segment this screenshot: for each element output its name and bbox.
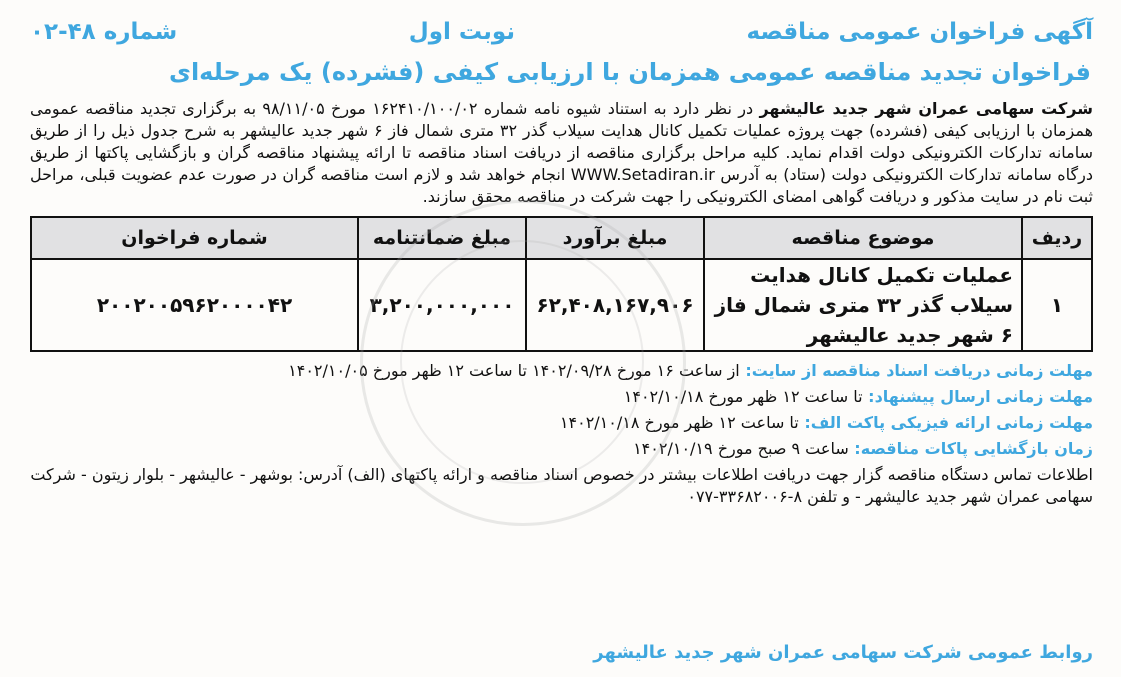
deadline-value: تا ساعت ۱۲ ظهر مورخ ۱۴۰۲/۱۰/۱۸ (623, 387, 863, 406)
deadline-value: تا ساعت ۱۲ ظهر مورخ ۱۴۰۲/۱۰/۱۸ (559, 413, 799, 432)
deadline-value: از ساعت ۱۶ مورخ ۱۴۰۲/۰۹/۲۸ تا ساعت ۱۲ ظهر مورخ ۱۴۰۲/۱۰/۰۵ (288, 361, 740, 380)
deadline-label: مهلت زمانی دریافت اسناد مناقصه از سایت: (739, 361, 1093, 380)
tender-table (30, 216, 1093, 352)
deadline-submit (30, 384, 1093, 410)
col-call-number: شماره فراخوان (31, 217, 358, 259)
deadline-envelope (30, 410, 1093, 436)
table-header-row (31, 217, 1092, 259)
notice-title: آگهی فراخوان عمومی مناقصه (746, 19, 1093, 45)
notice-subtitle: فراخوان تجدید مناقصه عمومی همزمان با ارزیابی کیفی (فشرده) یک مرحله‌ای (168, 58, 1091, 86)
intro-text: در نظر دارد به استناد شیوه نامه شماره ۱۶۲۴۱۰/۱۰۰/۰۲ مورخ ۹۸/۱۱/۰۵ به برگزاری تجدید مناقصه عمومی همزمان با ارزیابی کیفی (فشرده) جهت پروژه عملیات تکمیل کانال هدایت سیلاب گذر ۳۲ متری شمال فاز ۶ شهر جدید عالیشهر به شرح جدول ذیل را از طریق سامانه تدارکات الکترونیکی دولت اقدام نماید. کلیه مراحل برگزاری مناقصه از دریافت اسناد مناقصه تا ارائه پیشنهاد مناقصه گران و بازگشایی پاکتها از طریق درگاه سامانه تدارکات الکترونیکی دولت (ستاد) به آدرس WWW.Setadiran.ir انجام خواهد شد و لازم است مناقصه گران در صورت عدم عضویت قبلی، مراحل ثبت نام در سایت مذکور و دریافت گواهی امضای الکترونیکی را جهت شرکت در مناقصه محقق سازند. (30, 99, 1094, 206)
deadline-label: مهلت زمانی ارائه فیزیکی پاکت الف: (798, 413, 1093, 432)
deadline-value: ساعت ۹ صبح مورخ ۱۴۰۲/۱۰/۱۹ (633, 439, 849, 458)
cell-row: ۱ (1022, 259, 1092, 351)
contact-info: اطلاعات تماس دستگاه مناقصه گزار جهت دریافت اطلاعات بیشتر در خصوص اسناد مناقصه و ارائه پاکتهای (الف) آدرس: بوشهر - عالیشهر - بلوار زیتون - شرکت سهامی عمران شهر جدید عالیشهر - و تلفن ۸-۳۳۶۸۲۰۰۶-۰۷۷ (30, 465, 1093, 506)
col-guarantee: مبلغ ضمانتنامه (358, 217, 526, 259)
notice-round: نوبت اول (408, 19, 515, 45)
cell-guarantee: ۳,۲۰۰,۰۰۰,۰۰۰ (358, 259, 526, 351)
intro-paragraph (30, 98, 1093, 208)
deadline-label: زمان بازگشایی پاکات مناقصه: (848, 439, 1093, 458)
cell-estimate: ۶۲,۴۰۸,۱۶۷,۹۰۶ (526, 259, 704, 351)
col-row: ردیف (1022, 217, 1092, 259)
table-row (31, 259, 1092, 351)
cell-call-number: ۲۰۰۲۰۰۵۹۶۲۰۰۰۰۴۲ (31, 259, 358, 351)
col-estimate: مبلغ برآورد (526, 217, 704, 259)
deadline-opening (30, 436, 1093, 462)
header-row (30, 12, 1093, 52)
deadline-label: مهلت زمانی ارسال پیشنهاد: (862, 387, 1093, 406)
footer-signature: روابط عمومی شرکت سهامی عمران شهر جدید عالیشهر (593, 642, 1093, 663)
deadline-docs (30, 358, 1093, 384)
col-subject: موضوع مناقصه (704, 217, 1022, 259)
notice-number: شماره ۴۸-۰۲ (30, 19, 178, 45)
company-name: شرکت سهامی عمران شهر جدید عالیشهر (759, 99, 1093, 118)
cell-subject: عملیات تکمیل کانال هدایت سیلاب گذر ۳۲ متری شمال فاز ۶ شهر جدید عالیشهر (704, 259, 1022, 351)
